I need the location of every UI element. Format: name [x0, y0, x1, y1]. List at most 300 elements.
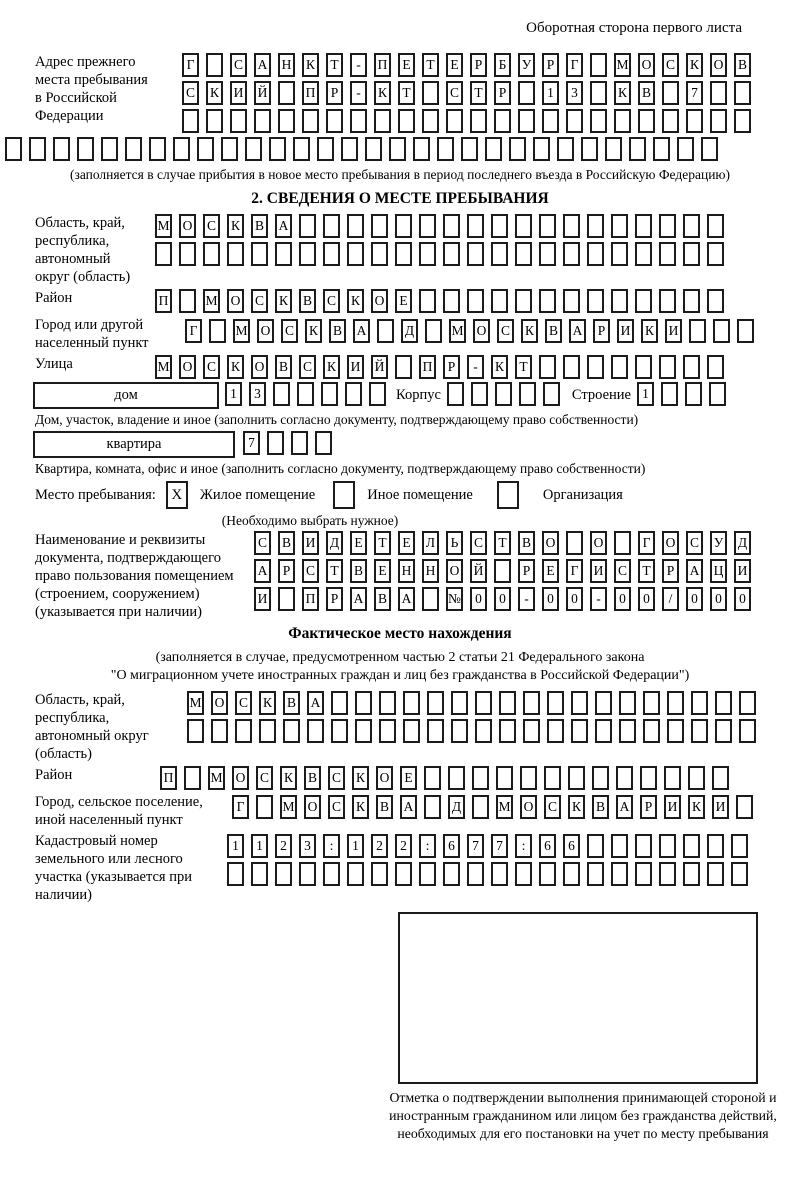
char-cell[interactable]: К — [352, 795, 369, 819]
char-cell[interactable] — [149, 137, 166, 161]
char-cell[interactable] — [509, 137, 526, 161]
char-cell[interactable] — [331, 691, 348, 715]
char-cell[interactable] — [611, 834, 628, 858]
char-cell[interactable]: 1 — [347, 834, 364, 858]
char-cell[interactable] — [443, 862, 460, 886]
char-cell[interactable] — [371, 214, 388, 238]
char-cell[interactable] — [587, 862, 604, 886]
char-cell[interactable] — [499, 719, 516, 743]
char-cell[interactable]: О — [251, 355, 268, 379]
char-cell[interactable]: С — [686, 531, 703, 555]
char-cell[interactable]: О — [638, 53, 655, 77]
char-cell[interactable]: Р — [443, 355, 460, 379]
char-cell[interactable] — [563, 214, 580, 238]
char-cell[interactable] — [659, 355, 676, 379]
char-cell[interactable]: Д — [448, 795, 465, 819]
char-cell[interactable] — [731, 834, 748, 858]
char-cell[interactable]: А — [686, 559, 703, 583]
char-cell[interactable] — [653, 137, 670, 161]
char-cell[interactable]: К — [302, 53, 319, 77]
char-cell[interactable]: С — [323, 289, 340, 313]
char-cell[interactable]: С — [281, 319, 298, 343]
char-cell[interactable] — [461, 137, 478, 161]
char-cell[interactable]: К — [568, 795, 585, 819]
char-cell[interactable] — [619, 691, 636, 715]
char-cell[interactable]: Е — [400, 766, 417, 790]
char-cell[interactable]: И — [617, 319, 634, 343]
char-cell[interactable] — [709, 382, 726, 406]
char-cell[interactable] — [659, 862, 676, 886]
char-cell[interactable]: 0 — [542, 587, 559, 611]
char-cell[interactable] — [563, 289, 580, 313]
char-cell[interactable]: И — [734, 559, 751, 583]
char-cell[interactable]: 6 — [563, 834, 580, 858]
char-cell[interactable] — [29, 137, 46, 161]
char-cell[interactable] — [667, 719, 684, 743]
char-cell[interactable]: Р — [542, 53, 559, 77]
char-cell[interactable]: К — [227, 355, 244, 379]
char-cell[interactable]: С — [182, 81, 199, 105]
char-cell[interactable] — [539, 214, 556, 238]
char-cell[interactable] — [323, 242, 340, 266]
char-cell[interactable]: П — [302, 587, 319, 611]
char-cell[interactable]: К — [259, 691, 276, 715]
char-cell[interactable]: О — [590, 531, 607, 555]
char-cell[interactable] — [614, 109, 631, 133]
char-cell[interactable]: В — [329, 319, 346, 343]
char-cell[interactable]: С — [614, 559, 631, 583]
char-cell[interactable] — [662, 81, 679, 105]
char-cell[interactable] — [563, 355, 580, 379]
char-cell[interactable] — [341, 137, 358, 161]
char-cell[interactable]: В — [350, 559, 367, 583]
char-cell[interactable]: В — [251, 214, 268, 238]
residential-checkbox[interactable]: X — [166, 481, 188, 509]
char-cell[interactable] — [557, 137, 574, 161]
char-cell[interactable] — [710, 81, 727, 105]
char-cell[interactable]: Ц — [710, 559, 727, 583]
char-cell[interactable]: К — [275, 289, 292, 313]
char-cell[interactable] — [707, 289, 724, 313]
char-cell[interactable]: Р — [593, 319, 610, 343]
char-cell[interactable] — [419, 862, 436, 886]
char-cell[interactable]: П — [155, 289, 172, 313]
char-cell[interactable]: О — [257, 319, 274, 343]
char-cell[interactable] — [683, 289, 700, 313]
char-cell[interactable] — [519, 382, 536, 406]
char-cell[interactable] — [683, 862, 700, 886]
char-cell[interactable] — [424, 766, 441, 790]
char-cell[interactable] — [425, 319, 442, 343]
char-cell[interactable] — [715, 719, 732, 743]
char-cell[interactable] — [737, 319, 754, 343]
char-cell[interactable] — [331, 719, 348, 743]
char-cell[interactable]: С — [328, 766, 345, 790]
char-cell[interactable]: 0 — [614, 587, 631, 611]
char-cell[interactable] — [677, 137, 694, 161]
char-cell[interactable] — [443, 214, 460, 238]
char-cell[interactable]: Г — [232, 795, 249, 819]
char-cell[interactable]: О — [710, 53, 727, 77]
char-cell[interactable] — [256, 795, 273, 819]
char-cell[interactable]: К — [305, 319, 322, 343]
char-cell[interactable] — [571, 691, 588, 715]
char-cell[interactable]: С — [470, 531, 487, 555]
char-cell[interactable]: О — [179, 355, 196, 379]
char-cell[interactable] — [53, 137, 70, 161]
char-cell[interactable]: Д — [401, 319, 418, 343]
char-cell[interactable] — [739, 691, 756, 715]
char-cell[interactable] — [614, 531, 631, 555]
char-cell[interactable] — [347, 214, 364, 238]
char-cell[interactable]: Е — [542, 559, 559, 583]
char-cell[interactable]: И — [664, 795, 681, 819]
char-cell[interactable] — [427, 719, 444, 743]
char-cell[interactable]: О — [473, 319, 490, 343]
char-cell[interactable]: П — [302, 81, 319, 105]
char-cell[interactable] — [470, 109, 487, 133]
char-cell[interactable] — [568, 766, 585, 790]
char-cell[interactable] — [616, 766, 633, 790]
char-cell[interactable]: С — [251, 289, 268, 313]
char-cell[interactable]: К — [280, 766, 297, 790]
char-cell[interactable]: С — [302, 559, 319, 583]
char-cell[interactable]: И — [254, 587, 271, 611]
char-cell[interactable]: А — [353, 319, 370, 343]
char-cell[interactable]: Л — [422, 531, 439, 555]
char-cell[interactable]: Н — [398, 559, 415, 583]
char-cell[interactable] — [605, 137, 622, 161]
char-cell[interactable]: : — [515, 834, 532, 858]
char-cell[interactable] — [413, 137, 430, 161]
char-cell[interactable]: А — [254, 559, 271, 583]
char-cell[interactable]: : — [419, 834, 436, 858]
char-cell[interactable] — [590, 81, 607, 105]
char-cell[interactable] — [427, 691, 444, 715]
char-cell[interactable] — [184, 766, 201, 790]
char-cell[interactable] — [739, 719, 756, 743]
char-cell[interactable] — [350, 109, 367, 133]
char-cell[interactable]: 0 — [494, 587, 511, 611]
char-cell[interactable] — [467, 862, 484, 886]
char-cell[interactable] — [451, 719, 468, 743]
char-cell[interactable] — [275, 862, 292, 886]
char-cell[interactable] — [496, 766, 513, 790]
char-cell[interactable]: К — [374, 81, 391, 105]
char-cell[interactable]: 0 — [710, 587, 727, 611]
char-cell[interactable]: Т — [374, 531, 391, 555]
char-cell[interactable] — [235, 719, 252, 743]
char-cell[interactable] — [619, 719, 636, 743]
char-cell[interactable] — [347, 862, 364, 886]
char-cell[interactable] — [467, 289, 484, 313]
char-cell[interactable] — [371, 242, 388, 266]
char-cell[interactable]: Р — [662, 559, 679, 583]
char-cell[interactable] — [707, 214, 724, 238]
char-cell[interactable] — [715, 691, 732, 715]
char-cell[interactable]: К — [521, 319, 538, 343]
char-cell[interactable] — [499, 691, 516, 715]
char-cell[interactable] — [635, 214, 652, 238]
char-cell[interactable] — [587, 289, 604, 313]
char-cell[interactable]: Г — [185, 319, 202, 343]
char-cell[interactable]: А — [254, 53, 271, 77]
char-cell[interactable]: Т — [494, 531, 511, 555]
char-cell[interactable]: К — [347, 289, 364, 313]
char-cell[interactable] — [379, 719, 396, 743]
char-cell[interactable]: М — [449, 319, 466, 343]
char-cell[interactable] — [543, 382, 560, 406]
char-cell[interactable]: М — [280, 795, 297, 819]
char-cell[interactable] — [206, 109, 223, 133]
char-cell[interactable] — [688, 766, 705, 790]
char-cell[interactable]: 2 — [371, 834, 388, 858]
char-cell[interactable]: К — [206, 81, 223, 105]
char-cell[interactable]: К — [614, 81, 631, 105]
char-cell[interactable] — [422, 81, 439, 105]
char-cell[interactable] — [635, 834, 652, 858]
char-cell[interactable]: В — [304, 766, 321, 790]
char-cell[interactable] — [491, 214, 508, 238]
char-cell[interactable] — [291, 431, 308, 455]
organization-checkbox[interactable] — [497, 481, 519, 509]
char-cell[interactable]: В — [638, 81, 655, 105]
char-cell[interactable] — [173, 137, 190, 161]
char-cell[interactable] — [662, 109, 679, 133]
char-cell[interactable] — [206, 53, 223, 77]
char-cell[interactable] — [422, 587, 439, 611]
char-cell[interactable]: 6 — [539, 834, 556, 858]
char-cell[interactable]: М — [208, 766, 225, 790]
char-cell[interactable] — [571, 719, 588, 743]
char-cell[interactable]: Б — [494, 53, 511, 77]
char-cell[interactable] — [659, 834, 676, 858]
char-cell[interactable] — [275, 242, 292, 266]
char-cell[interactable] — [736, 795, 753, 819]
char-cell[interactable]: 0 — [566, 587, 583, 611]
char-cell[interactable]: Т — [470, 81, 487, 105]
char-cell[interactable] — [659, 289, 676, 313]
char-cell[interactable]: Ь — [446, 531, 463, 555]
char-cell[interactable]: С — [256, 766, 273, 790]
char-cell[interactable]: К — [323, 355, 340, 379]
char-cell[interactable]: О — [232, 766, 249, 790]
char-cell[interactable] — [491, 289, 508, 313]
char-cell[interactable]: 0 — [686, 587, 703, 611]
char-cell[interactable] — [299, 214, 316, 238]
char-cell[interactable]: Е — [395, 289, 412, 313]
char-cell[interactable]: С — [328, 795, 345, 819]
char-cell[interactable] — [638, 109, 655, 133]
char-cell[interactable] — [611, 355, 628, 379]
char-cell[interactable]: С — [203, 355, 220, 379]
char-cell[interactable] — [590, 53, 607, 77]
char-cell[interactable] — [299, 242, 316, 266]
char-cell[interactable]: С — [544, 795, 561, 819]
char-cell[interactable] — [424, 795, 441, 819]
char-cell[interactable]: В — [592, 795, 609, 819]
char-cell[interactable]: К — [491, 355, 508, 379]
char-cell[interactable]: У — [710, 531, 727, 555]
char-cell[interactable] — [323, 214, 340, 238]
char-cell[interactable]: Т — [515, 355, 532, 379]
char-cell[interactable] — [731, 862, 748, 886]
char-cell[interactable] — [539, 862, 556, 886]
char-cell[interactable] — [179, 242, 196, 266]
char-cell[interactable] — [379, 691, 396, 715]
char-cell[interactable]: Р — [470, 53, 487, 77]
char-cell[interactable] — [515, 862, 532, 886]
char-cell[interactable] — [355, 691, 372, 715]
char-cell[interactable]: Е — [398, 531, 415, 555]
char-cell[interactable] — [667, 691, 684, 715]
char-cell[interactable] — [734, 109, 751, 133]
char-cell[interactable] — [539, 355, 556, 379]
char-cell[interactable] — [539, 242, 556, 266]
char-cell[interactable] — [542, 109, 559, 133]
char-cell[interactable] — [467, 242, 484, 266]
char-cell[interactable] — [302, 109, 319, 133]
char-cell[interactable] — [707, 834, 724, 858]
char-cell[interactable]: Т — [326, 53, 343, 77]
char-cell[interactable]: Й — [371, 355, 388, 379]
char-cell[interactable]: 1 — [251, 834, 268, 858]
char-cell[interactable] — [734, 81, 751, 105]
char-cell[interactable] — [707, 242, 724, 266]
char-cell[interactable]: А — [398, 587, 415, 611]
char-cell[interactable] — [689, 319, 706, 343]
char-cell[interactable] — [533, 137, 550, 161]
char-cell[interactable]: П — [374, 53, 391, 77]
char-cell[interactable]: О — [520, 795, 537, 819]
char-cell[interactable] — [278, 109, 295, 133]
char-cell[interactable] — [451, 691, 468, 715]
char-cell[interactable] — [197, 137, 214, 161]
char-cell[interactable]: 0 — [734, 587, 751, 611]
char-cell[interactable]: Г — [182, 53, 199, 77]
char-cell[interactable]: В — [518, 531, 535, 555]
char-cell[interactable]: 2 — [275, 834, 292, 858]
char-cell[interactable]: Е — [446, 53, 463, 77]
char-cell[interactable]: М — [155, 214, 172, 238]
char-cell[interactable]: А — [275, 214, 292, 238]
char-cell[interactable]: А — [400, 795, 417, 819]
char-cell[interactable]: К — [352, 766, 369, 790]
char-cell[interactable]: С — [299, 355, 316, 379]
char-cell[interactable] — [635, 355, 652, 379]
char-cell[interactable] — [403, 719, 420, 743]
char-cell[interactable]: К — [641, 319, 658, 343]
char-cell[interactable] — [659, 214, 676, 238]
char-cell[interactable]: О — [371, 289, 388, 313]
char-cell[interactable]: С — [230, 53, 247, 77]
char-cell[interactable] — [491, 242, 508, 266]
char-cell[interactable] — [422, 109, 439, 133]
char-cell[interactable]: Н — [278, 53, 295, 77]
char-cell[interactable] — [523, 691, 540, 715]
char-cell[interactable] — [371, 862, 388, 886]
char-cell[interactable] — [640, 766, 657, 790]
char-cell[interactable]: 1 — [542, 81, 559, 105]
char-cell[interactable] — [443, 289, 460, 313]
char-cell[interactable] — [395, 214, 412, 238]
char-cell[interactable]: 1 — [225, 382, 242, 406]
char-cell[interactable] — [299, 862, 316, 886]
char-cell[interactable]: - — [467, 355, 484, 379]
char-cell[interactable] — [595, 719, 612, 743]
char-cell[interactable] — [437, 137, 454, 161]
char-cell[interactable] — [495, 382, 512, 406]
char-cell[interactable] — [125, 137, 142, 161]
char-cell[interactable] — [518, 109, 535, 133]
char-cell[interactable] — [635, 242, 652, 266]
char-cell[interactable] — [347, 242, 364, 266]
char-cell[interactable]: М — [203, 289, 220, 313]
char-cell[interactable] — [547, 691, 564, 715]
char-cell[interactable] — [369, 382, 386, 406]
char-cell[interactable] — [293, 137, 310, 161]
char-cell[interactable]: В — [299, 289, 316, 313]
char-cell[interactable]: В — [545, 319, 562, 343]
char-cell[interactable] — [209, 319, 226, 343]
other-premises-checkbox[interactable] — [333, 481, 355, 509]
char-cell[interactable]: 1 — [227, 834, 244, 858]
char-cell[interactable] — [267, 431, 284, 455]
char-cell[interactable] — [683, 242, 700, 266]
char-cell[interactable] — [686, 109, 703, 133]
char-cell[interactable] — [587, 355, 604, 379]
char-cell[interactable] — [491, 862, 508, 886]
char-cell[interactable] — [539, 289, 556, 313]
char-cell[interactable] — [691, 691, 708, 715]
char-cell[interactable] — [254, 109, 271, 133]
char-cell[interactable] — [101, 137, 118, 161]
char-cell[interactable] — [566, 531, 583, 555]
char-cell[interactable] — [203, 242, 220, 266]
house-type-box[interactable]: дом — [33, 382, 219, 409]
char-cell[interactable] — [587, 214, 604, 238]
char-cell[interactable] — [712, 766, 729, 790]
char-cell[interactable] — [419, 242, 436, 266]
char-cell[interactable] — [419, 289, 436, 313]
char-cell[interactable] — [587, 242, 604, 266]
char-cell[interactable] — [472, 766, 489, 790]
char-cell[interactable]: Р — [326, 81, 343, 105]
char-cell[interactable]: 7 — [686, 81, 703, 105]
char-cell[interactable] — [227, 242, 244, 266]
char-cell[interactable]: Е — [350, 531, 367, 555]
char-cell[interactable]: В — [283, 691, 300, 715]
char-cell[interactable]: Р — [518, 559, 535, 583]
char-cell[interactable]: О — [542, 531, 559, 555]
char-cell[interactable] — [475, 719, 492, 743]
char-cell[interactable] — [475, 691, 492, 715]
char-cell[interactable]: Й — [254, 81, 271, 105]
char-cell[interactable]: О — [179, 214, 196, 238]
char-cell[interactable] — [518, 81, 535, 105]
char-cell[interactable] — [659, 242, 676, 266]
char-cell[interactable] — [563, 862, 580, 886]
char-cell[interactable]: С — [235, 691, 252, 715]
char-cell[interactable] — [182, 109, 199, 133]
char-cell[interactable] — [713, 319, 730, 343]
char-cell[interactable] — [398, 109, 415, 133]
char-cell[interactable] — [227, 862, 244, 886]
char-cell[interactable] — [5, 137, 22, 161]
char-cell[interactable]: № — [446, 587, 463, 611]
char-cell[interactable] — [155, 242, 172, 266]
char-cell[interactable]: Р — [640, 795, 657, 819]
